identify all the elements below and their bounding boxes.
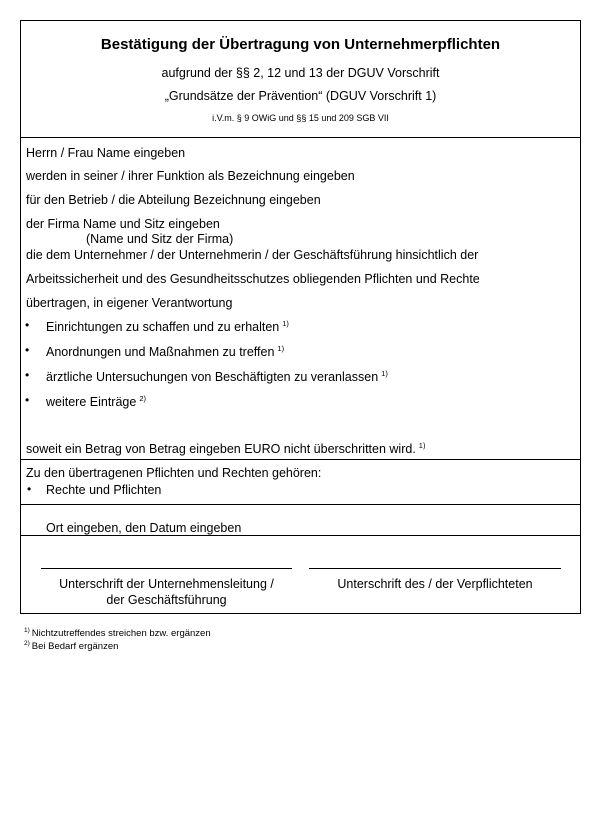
duties-line-1: die dem Unternehmer / der Unternehmerin / der Geschäftsführung hinsichtlich der [26,248,479,262]
signature-label-management: Unterschrift der Unternehmensleitung / der Geschäftsführung [59,577,274,607]
bullet-item: ärztliche Untersuchungen von Beschäftigten zu veranlassen $^{1)}$ [46,369,388,384]
section-divider [21,535,580,536]
amount-limit-field[interactable]: soweit ein Betrag von Betrag eingeben EURO nicht überschritten wird. $^{1)}$ [26,441,426,456]
signature-label-obligee: Unterschrift des / der Verpflichteten [337,577,533,591]
section-divider [21,504,580,505]
signature-line-management [41,568,292,569]
legal-basis-line-1: aufgrund der §§ 2, 12 und 13 der DGUV Vorschrift [161,66,440,80]
legal-basis-line-2: „Grundsätze der Prävention“ (DGUV Vorschrift 1) [164,89,437,103]
transfer-form [20,20,581,614]
bullet-marker: • [25,343,30,357]
footnote-1: $^{1)}$ Nichtzutreffendes streichen bzw. ergänzen [24,627,211,639]
duties-line-2: Arbeitssicherheit und des Gesundheitsschutzes obliegenden Pflichten und Rechte [26,272,480,286]
bullet-marker: • [25,368,30,382]
rights-item-field[interactable]: Rechte und Pflichten [46,483,162,497]
section-divider [21,459,580,460]
bullet-item: Einrichtungen zu schaffen und zu erhalten $^{1)}$ [46,319,289,334]
footnote-2: $^{2)}$ Bei Bedarf ergänzen [24,640,119,652]
company-field[interactable]: der Firma Name und Sitz eingeben [26,217,220,231]
place-date-field[interactable]: Ort eingeben, den Datum eingeben [46,521,242,535]
section-divider [21,137,580,138]
bullet-marker: • [27,482,32,496]
rights-heading: Zu den übertragenen Pflichten und Rechten gehören: [26,466,322,480]
name-field[interactable]: Herrn / Frau Name eingeben [26,146,186,160]
bullet-item-additional[interactable]: weitere Einträge $^{2)}$ [46,394,146,409]
bullet-marker: • [25,393,30,407]
bullet-marker: • [25,318,30,332]
bullet-item: Anordnungen und Maßnahmen zu treffen $^{1)}$ [46,344,285,359]
department-field[interactable]: für den Betrieb / die Abteilung Bezeichnung eingeben [26,193,321,207]
form-title: Bestätigung der Übertragung von Unternehmerpflichten [100,36,501,53]
legal-basis-line-3: i.V.m. § 9 OWiG und §§ 15 und 209 SGB VII [212,113,389,123]
function-field[interactable]: werden in seiner / ihrer Funktion als Bezeichnung eingeben [26,169,355,183]
duties-line-3: übertragen, in eigener Verantwortung [26,296,233,310]
company-hint: (Name und Sitz der Firma) [86,232,234,246]
signature-line-obligee [309,568,561,569]
